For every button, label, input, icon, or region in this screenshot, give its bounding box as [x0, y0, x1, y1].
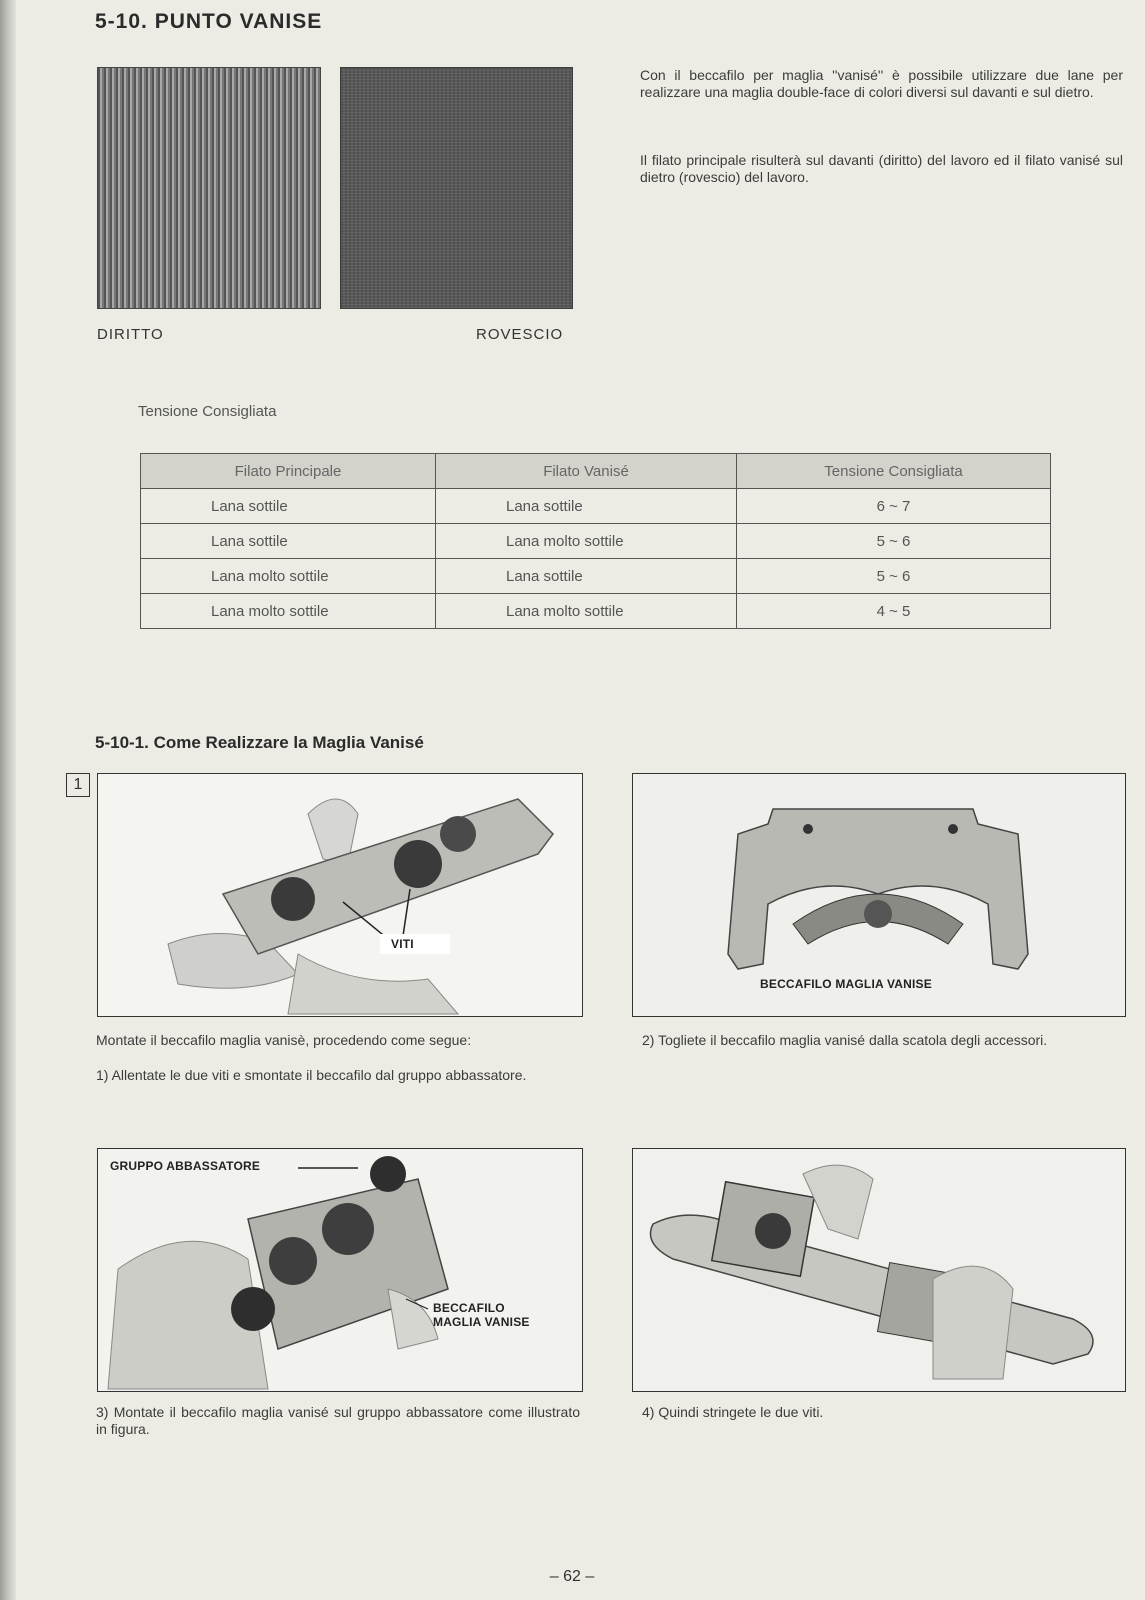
step-1-item: 1) Allentate le due viti e smontate il beccafilo dal gruppo abbassatore.: [96, 1067, 527, 1083]
header-filato-principale: Filato Principale: [141, 454, 436, 489]
photo-tighten-screws: [632, 1148, 1126, 1392]
section-title: 5-10. PUNTO VANISE: [95, 10, 323, 33]
step-1-intro: Montate il beccafilo maglia vanisè, procedendo come segue:: [96, 1032, 472, 1048]
table-row: [141, 524, 1051, 559]
cell-tensione: 5 ~ 6: [737, 559, 1051, 594]
page-number: – 62 –: [549, 1568, 595, 1585]
cell-vanise: Lana sottile: [436, 489, 737, 524]
cell-vanise: Lana molto sottile: [436, 524, 737, 559]
photo-remove-screws-illustration: [98, 774, 582, 1016]
swatch-caption-diritto: DIRITTO: [97, 326, 164, 343]
header-filato-vanise: Filato Vanisé: [436, 454, 737, 489]
step-2-text: 2) Togliete il beccafilo maglia vanisé dalla scatola degli accessori.: [642, 1032, 1048, 1048]
tension-table: [140, 453, 1051, 629]
label-beccafilo-line-1: BECCAFILO: [433, 1301, 505, 1315]
cell-principale: Lana molto sottile: [141, 594, 436, 629]
table-row: [141, 594, 1051, 629]
swatch-rovescio: [340, 67, 573, 309]
photo-mount-holder: [97, 1148, 583, 1392]
cell-principale: Lana sottile: [141, 489, 436, 524]
label-beccafilo-maglia-vanise: BECCAFILO MAGLIA VANISE: [760, 977, 932, 991]
photo-mount-holder-illustration: [98, 1149, 582, 1391]
cell-vanise: Lana molto sottile: [436, 594, 737, 629]
cell-tensione: 6 ~ 7: [737, 489, 1051, 524]
cell-principale: Lana sottile: [141, 524, 436, 559]
label-beccafilo-line-2: MAGLIA VANISE: [433, 1315, 530, 1329]
cell-vanise: Lana sottile: [436, 559, 737, 594]
step-3-text: 3) Montate il beccafilo maglia vanisé sul gruppo abbassatore come illustrato in figura.: [96, 1404, 580, 1437]
page-binding-edge: [0, 0, 16, 1600]
intro-paragraph-2: Il filato principale risulterà sul davanti (diritto) del lavoro ed il filato vanisé sul dietro (rovescio) del lavoro.: [640, 152, 1123, 185]
step-4-text: 4) Quindi stringete le due viti.: [642, 1404, 824, 1420]
cell-tensione: 5 ~ 6: [737, 524, 1051, 559]
table-row: [141, 559, 1051, 594]
cell-tensione: 4 ~ 5: [737, 594, 1051, 629]
subsection-title: 5-10-1. Come Realizzare la Maglia Vanisé: [95, 733, 424, 752]
cell-principale: Lana molto sottile: [141, 559, 436, 594]
header-tensione: Tensione Consigliata: [737, 454, 1051, 489]
intro-paragraph-1: Con il beccafilo per maglia ''vanisé'' è possibile utilizzare due lane per realizzare una maglia double-face di colori diversi sul davanti e sul dietro.: [640, 67, 1123, 100]
table-row: [141, 489, 1051, 524]
photo-tighten-screws-illustration: [633, 1149, 1125, 1391]
swatch-caption-rovescio: ROVESCIO: [476, 326, 564, 343]
label-viti: VITI: [391, 937, 414, 951]
tension-table-header: [141, 454, 1051, 489]
label-gruppo-abbassatore: GRUPPO ABBASSATORE: [110, 1159, 261, 1173]
step-number-box: 1: [66, 773, 90, 797]
photo-remove-screws: [97, 773, 583, 1017]
photo-vanise-holder: [632, 773, 1126, 1017]
tension-heading: Tensione Consigliata: [138, 403, 277, 420]
swatch-diritto: [97, 67, 321, 309]
